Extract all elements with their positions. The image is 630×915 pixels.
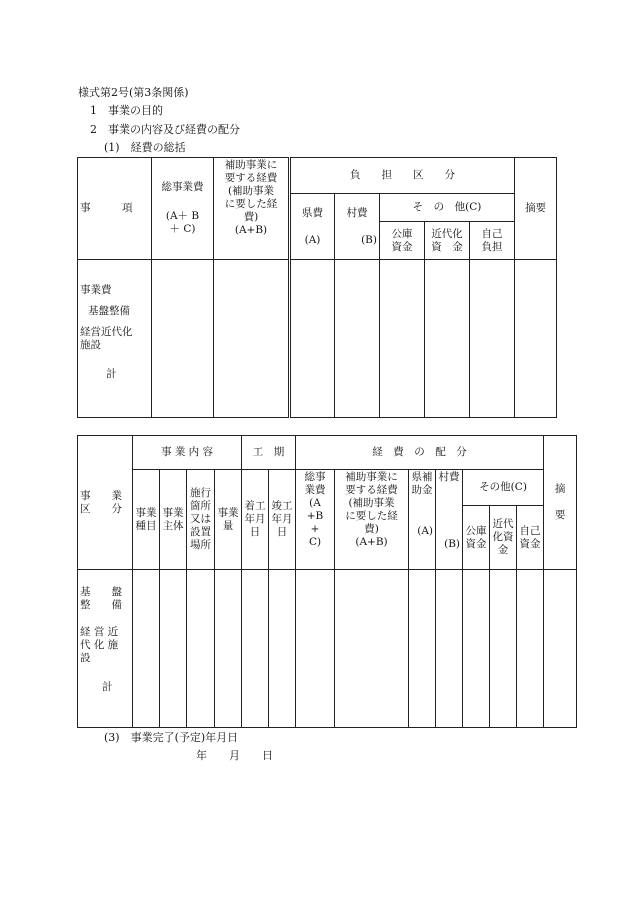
cell-empty [470, 260, 515, 418]
row-jigyohi: 事業費 [80, 284, 112, 296]
col-business-content: 事 業 内 容 [133, 436, 242, 470]
cell-empty [335, 260, 380, 418]
completion-date-field: 年 月 日 [196, 749, 273, 762]
col-pref-subsidy [409, 470, 436, 570]
col-total-cost-label: 総事業費 [161, 181, 204, 193]
cell-empty [335, 570, 409, 728]
col-koko-fund: 公庫 資金 [380, 222, 425, 260]
cell-empty [380, 260, 425, 418]
form-title: 様式第2号(第3条関係) [78, 86, 189, 99]
col-pref-subsidy-label: 県補 助金 [411, 471, 433, 496]
col-pref-subsidy-mark: (A) [417, 525, 434, 537]
row-kiban: 基 盤 整 備 [80, 586, 122, 611]
cell-empty [133, 570, 160, 728]
col-subsidy-cost: 補助事業に 要する経費 (補助事業 に要した経 費) (A+B) [335, 470, 409, 570]
cell-empty [515, 260, 557, 418]
col-village-cost [436, 470, 463, 570]
row-items [78, 570, 133, 728]
col-end-date: 竣工 年月 日 [269, 470, 296, 570]
col-other: その他(C) [463, 470, 544, 506]
cell-empty [296, 570, 335, 728]
col-pref-cost-mark: (A) [304, 233, 321, 246]
row-items [78, 260, 152, 418]
col-kindaika-fund: 近代化 資 金 [425, 222, 470, 260]
col-remarks: 摘 要 [544, 436, 577, 570]
cell-empty [187, 570, 215, 728]
col-kindaika-fund: 近代 化資 金 [490, 506, 517, 570]
col-business-entity: 事業 主体 [160, 470, 187, 570]
col-expense-allocation: 経 費 の 配 分 [296, 436, 544, 470]
cell-empty [290, 260, 335, 418]
cell-empty [436, 570, 463, 728]
col-business-category: 事 業 区 分 [78, 436, 133, 570]
col-total-cost: 総事 業費 (A +B + C) [296, 470, 335, 570]
cell-empty [242, 570, 269, 728]
section-purpose: 1 事業の目的 [90, 104, 163, 117]
col-village-cost-mark: (B) [361, 233, 377, 246]
section-expense-summary: (1) 経費の総括 [104, 141, 186, 154]
cell-empty [160, 570, 187, 728]
col-total-cost [152, 158, 214, 260]
col-business-volume: 事業 量 [215, 470, 242, 570]
col-koko-fund: 公庫 資金 [463, 506, 490, 570]
cell-empty [425, 260, 470, 418]
cell-empty [463, 570, 490, 728]
section-content: 2 事業の内容及び経費の配分 [90, 123, 240, 136]
cell-empty [544, 570, 577, 728]
section-completion-date: (3) 事業完了(予定)年月日 [104, 731, 239, 744]
col-village-cost-label: 村費 [438, 471, 460, 483]
expense-summary-table [77, 157, 557, 418]
cell-empty [214, 260, 290, 418]
col-pref-cost-label: 県費 [302, 206, 323, 219]
project-detail-table [77, 435, 577, 728]
cell-empty [409, 570, 436, 728]
col-business-type: 事業 種目 [133, 470, 160, 570]
col-village-cost-mark: (B) [444, 538, 461, 550]
col-village-cost [335, 194, 380, 260]
col-start-date: 着工 年月 日 [242, 470, 269, 570]
col-subsidy-cost: 補助事業に 要する経費 (補助事業 に要した経 費) (A+B) [214, 158, 290, 260]
cell-empty [215, 570, 242, 728]
col-pref-cost [290, 194, 335, 260]
row-kiban: 基盤整備 [88, 305, 130, 317]
col-burden-header: 負 担 区 分 [290, 158, 515, 194]
col-construction-period: 工 期 [242, 436, 296, 470]
cell-empty [152, 260, 214, 418]
row-total: 計 [102, 681, 113, 693]
col-village-cost-label: 村費 [346, 206, 368, 219]
col-self-burden: 自己 負担 [470, 222, 515, 260]
cell-empty [490, 570, 517, 728]
col-location: 施行 箇所 又は 設置 場所 [187, 470, 215, 570]
row-total: 計 [106, 368, 117, 380]
col-item: 事 項 [78, 158, 152, 260]
col-remarks: 摘要 [515, 158, 557, 260]
col-total-cost-formula: (A＋ B ＋ C) [165, 210, 200, 235]
cell-empty [517, 570, 544, 728]
row-keiei: 経 営 近 代 化 施 設 [80, 626, 119, 664]
col-other: そ の 他(C) [380, 194, 515, 222]
col-self-fund: 自己 資金 [517, 506, 544, 570]
row-keiei: 経営近代化 施設 [80, 326, 133, 351]
cell-empty [269, 570, 296, 728]
